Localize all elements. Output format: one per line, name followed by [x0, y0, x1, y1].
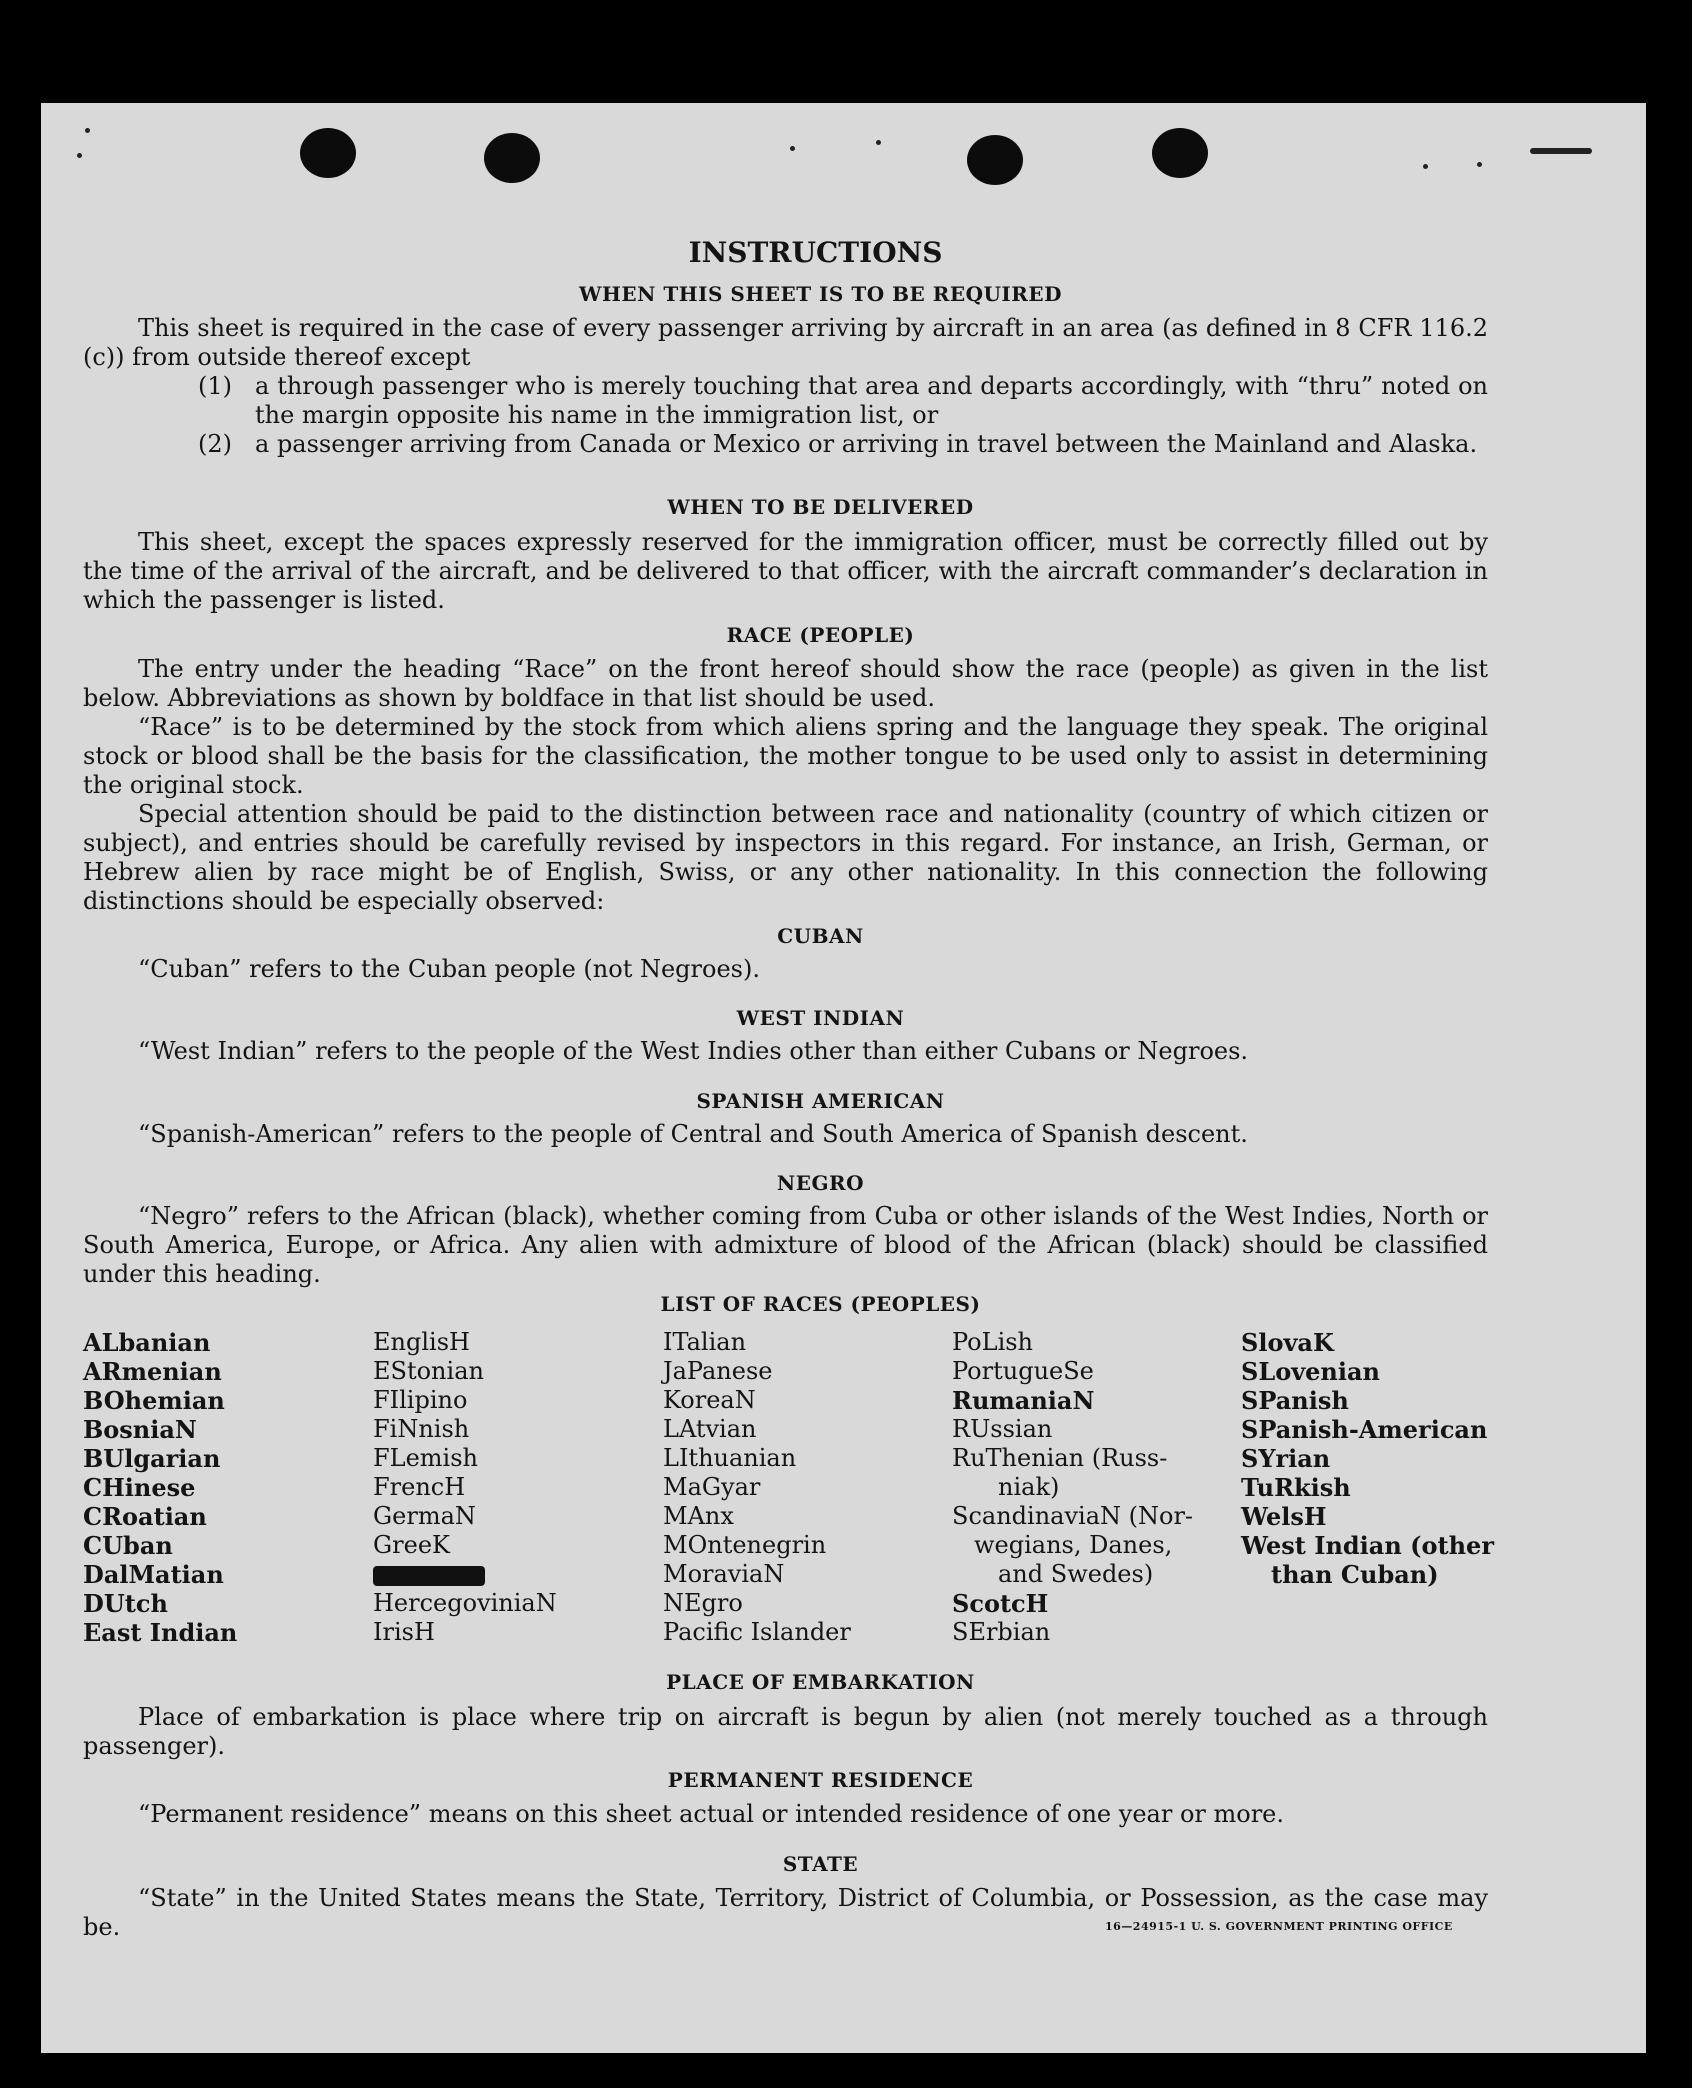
race-entry: FiNnish: [373, 1415, 470, 1443]
punch-hole: [967, 135, 1023, 185]
section-heading-cuban: CUBAN: [777, 924, 864, 948]
section-heading-race: RACE (PEOPLE): [726, 623, 915, 647]
race-entry: KoreaN: [663, 1386, 756, 1414]
race-entry: CRoatian: [83, 1502, 207, 1531]
item-1-number: (1): [198, 372, 232, 400]
race-entry: FIlipino: [373, 1386, 468, 1414]
punch-hole: [1152, 128, 1208, 178]
race-entry: PoLish: [952, 1328, 1034, 1356]
speck: [790, 146, 795, 151]
race-entry: GreeK: [373, 1531, 450, 1559]
punch-hole: [484, 133, 540, 183]
section-heading-required: WHEN THIS SHEET IS TO BE REQUIRED: [579, 282, 1062, 306]
section-heading-west-indian: WEST INDIAN: [736, 1006, 905, 1030]
printer-footer: 16—24915-1 U. S. GOVERNMENT PRINTING OFFICE: [1105, 1920, 1453, 1933]
section-heading-list: LIST OF RACES (PEOPLES): [660, 1292, 981, 1316]
race-entry: MOntenegrin: [663, 1531, 827, 1559]
race-entry: RumaniaN: [952, 1386, 1095, 1415]
race-entry: ITalian: [663, 1328, 747, 1356]
race-entry: ScotcH: [952, 1589, 1049, 1618]
page-title: INSTRUCTIONS: [688, 236, 943, 269]
race-entry: WelsH: [1241, 1502, 1327, 1531]
section-heading-state: STATE: [782, 1852, 859, 1876]
race-entry: ALbanian: [83, 1328, 211, 1357]
race-entry: Pacific Islander: [663, 1618, 851, 1646]
race-entry: GermaN: [373, 1502, 476, 1530]
race-entry: FrencH: [373, 1473, 466, 1501]
delivered-text: This sheet, except the spaces expressly reserved for the immigration officer, must be correctly filled out by the time of the arrival of the aircraft, and be delivered to that officer, with the aircraft commander’s declaration in which the passenger is listed.: [83, 528, 1488, 614]
race-entry: BUlgarian: [83, 1444, 221, 1473]
race-entry: IrisH: [373, 1618, 435, 1646]
item-2-text: a passenger arriving from Canada or Mexico or arriving in travel between the Mainland and Alaska.: [255, 430, 1478, 458]
section-heading-embarkation: PLACE OF EMBARKATION: [666, 1670, 975, 1694]
race-entry: MaGyar: [663, 1473, 761, 1501]
race-entry: HercegoviniaN: [373, 1589, 557, 1617]
race-entry-continued: than Cuban): [1271, 1560, 1439, 1589]
race-entry: EnglisH: [373, 1328, 470, 1356]
race-entry: West Indian (other: [1241, 1531, 1494, 1560]
race-entry-continued: and Swedes): [998, 1560, 1154, 1588]
race-entry: DalMatian: [83, 1560, 224, 1589]
west-indian-text: “West Indian” refers to the people of the West Indies other than either Cubans or Negroes.: [138, 1037, 1249, 1065]
race-entry: CUban: [83, 1531, 173, 1560]
race-entry-continued: niak): [998, 1473, 1060, 1501]
race-entry: SLovenian: [1241, 1357, 1380, 1386]
race-entry: CHinese: [83, 1473, 196, 1502]
race-entry: JaPanese: [663, 1357, 773, 1385]
cuban-text: “Cuban” refers to the Cuban people (not Negroes).: [138, 955, 760, 983]
race-entry: SYrian: [1241, 1444, 1331, 1473]
races-column-4: [952, 1328, 1193, 1647]
section-heading-residence: PERMANENT RESIDENCE: [667, 1768, 974, 1792]
embarkation-text: Place of embarkation is place where trip on aircraft is begun by alien (not merely touched as a through passenger).: [83, 1703, 1488, 1760]
race-entry: BosniaN: [83, 1415, 197, 1444]
redaction-mark: [373, 1566, 485, 1586]
section-heading-negro: NEGRO: [776, 1171, 865, 1195]
race-entry: LAtvian: [663, 1415, 757, 1443]
speck: [876, 140, 881, 145]
race-entry: SErbian: [952, 1618, 1051, 1646]
required-intro: This sheet is required in the case of every passenger arriving by aircraft in an area (as defined in 8 CFR 116.2 (c)) from outside thereof except: [83, 314, 1488, 371]
race-entry: DUtch: [83, 1589, 168, 1618]
race-entry: NEgro: [663, 1589, 743, 1617]
speck: [1477, 162, 1482, 167]
race-entry: LIthuanian: [663, 1444, 797, 1472]
race-entry: PortugueSe: [952, 1357, 1094, 1385]
race-entry: SlovaK: [1241, 1328, 1334, 1357]
race-paragraph-1: The entry under the heading “Race” on the front hereof should show the race (people) as given in the list below. Abbreviations as shown by boldface in that list should be used.: [83, 655, 1488, 712]
race-entry: East Indian: [83, 1618, 238, 1647]
race-entry-continued: wegians, Danes,: [974, 1531, 1173, 1559]
spanish-american-text: “Spanish-American” refers to the people of Central and South America of Spanish descent.: [138, 1120, 1248, 1148]
speck: [85, 128, 90, 133]
race-entry: SPanish-American: [1241, 1415, 1488, 1444]
redacted-entry: [373, 1560, 557, 1589]
item-1-text: a through passenger who is merely touching that area and departs accordingly, with “thru” noted on the margin opposite his name in the immigration list, or: [255, 372, 1488, 429]
race-entry: TuRkish: [1241, 1473, 1351, 1502]
race-entry: MoraviaN: [663, 1560, 785, 1588]
race-entry: MAnx: [663, 1502, 734, 1530]
negro-text: “Negro” refers to the African (black), whether coming from Cuba or other islands of the West Indies, North or South America, Europe, or Africa. Any alien with admixture of blood of the African (black) should be classified under this heading.: [83, 1202, 1488, 1288]
state-text: “State” in the United States means the State, Territory, District of Columbia, or Possession, as the case may be.: [83, 1884, 1488, 1941]
race-entry: EStonian: [373, 1357, 484, 1385]
races-column-1: [83, 1328, 237, 1647]
races-column-3: [663, 1328, 851, 1647]
race-entry: ScandinaviaN (Nor-: [952, 1502, 1194, 1530]
race-entry: SPanish: [1241, 1386, 1349, 1415]
race-entry: FLemish: [373, 1444, 478, 1472]
races-column-2: [373, 1328, 557, 1647]
speck: [1423, 164, 1428, 169]
punch-hole: [300, 128, 356, 178]
race-paragraph-3: Special attention should be paid to the distinction between race and nationality (country of which citizen or subject), and entries should be carefully revised by inspectors in this regard. For instance, an Irish, German, or Hebrew alien by race might be of English, Swiss, or any other nationality. In this connection the following distinctions should be especially observed:: [83, 800, 1488, 915]
item-2-number: (2): [198, 430, 232, 458]
speck: [77, 153, 82, 158]
section-heading-delivered: WHEN TO BE DELIVERED: [667, 495, 974, 519]
residence-text: “Permanent residence” means on this sheet actual or intended residence of one year or more.: [138, 1800, 1284, 1828]
races-column-5: [1241, 1328, 1494, 1589]
ink-mark: [1530, 148, 1592, 154]
section-heading-spanish-american: SPANISH AMERICAN: [696, 1089, 945, 1113]
race-entry: ARmenian: [83, 1357, 222, 1386]
race-entry: RUssian: [952, 1415, 1053, 1443]
race-paragraph-2: “Race” is to be determined by the stock from which aliens spring and the language they speak. The original stock or blood shall be the basis for the classification, the mother tongue to be used only to assist in determining the original stock.: [83, 713, 1488, 799]
race-entry: RuThenian (Russ-: [952, 1444, 1168, 1472]
race-entry: BOhemian: [83, 1386, 225, 1415]
